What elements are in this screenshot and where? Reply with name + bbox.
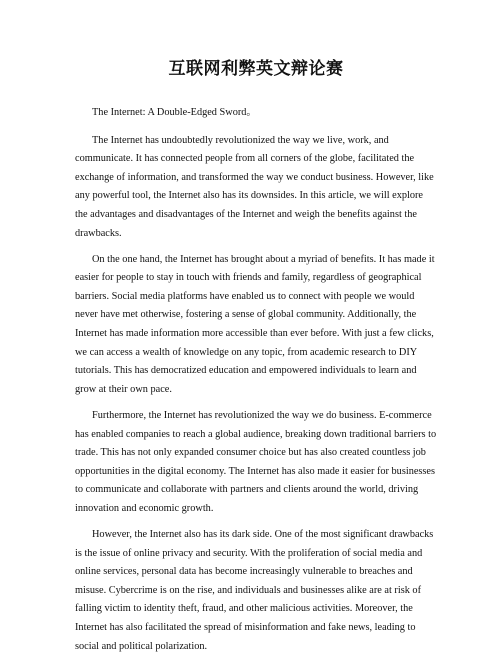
paragraph-intro: The Internet has undoubtedly revolutionized the way we live, work, and communicate. It has connected people from all corners of the globe, facilitated the exchange of information, and transformed the way we conduct business. However, like any powerful tool, the Internet also has its downsides. In this article, we will explore the advantages and disadvantages of the Internet and weigh the benefits against the drawbacks. [75, 134, 434, 239]
subtitle-line: The Internet: A Double-Edged Sword。 [92, 107, 257, 118]
document-title: 互联网利弊英文辩论赛 [168, 59, 344, 79]
paragraph-business: Furthermore, the Internet has revolutionized the way we do business. E-commerce has enabled companies to reach a global audience, breaking down traditional barriers to trade. This has not only expanded consumer choice but has also created countless job opportunities in the digital economy. The Internet has also made it easier for businesses to communicate and collaborate with partners and clients around the world, driving innovation and economic growth. [75, 409, 437, 514]
paragraph-benefits: On the one hand, the Internet has brought about a myriad of benefits. It has made it easier for people to stay in touch with friends and family, regardless of geographical barriers. Social media platforms have enabled us to connect with people we would never have met otherwise, fostering a sense of global community. Additionally, the Internet has made information more accessible than ever before. With just a few clicks, we can access a wealth of knowledge on any topic, from academic research to DIY tutorials. This has democratized education and empowered individuals to learn and grow at their own pace. [75, 253, 435, 395]
paragraph-drawbacks: However, the Internet also has its dark side. One of the most significant drawbacks is the issue of online privacy and security. With the proliferation of social media and online services, personal data has become increasingly vulnerable to breaches and misuse. Cybercrime is on the rise, and individuals and businesses alike are at risk of falling victim to identity theft, fraud, and other malicious activities. Moreover, the Internet has also facilitated the spread of misinformation and fake news, leading to social and political polarization. [75, 528, 434, 652]
